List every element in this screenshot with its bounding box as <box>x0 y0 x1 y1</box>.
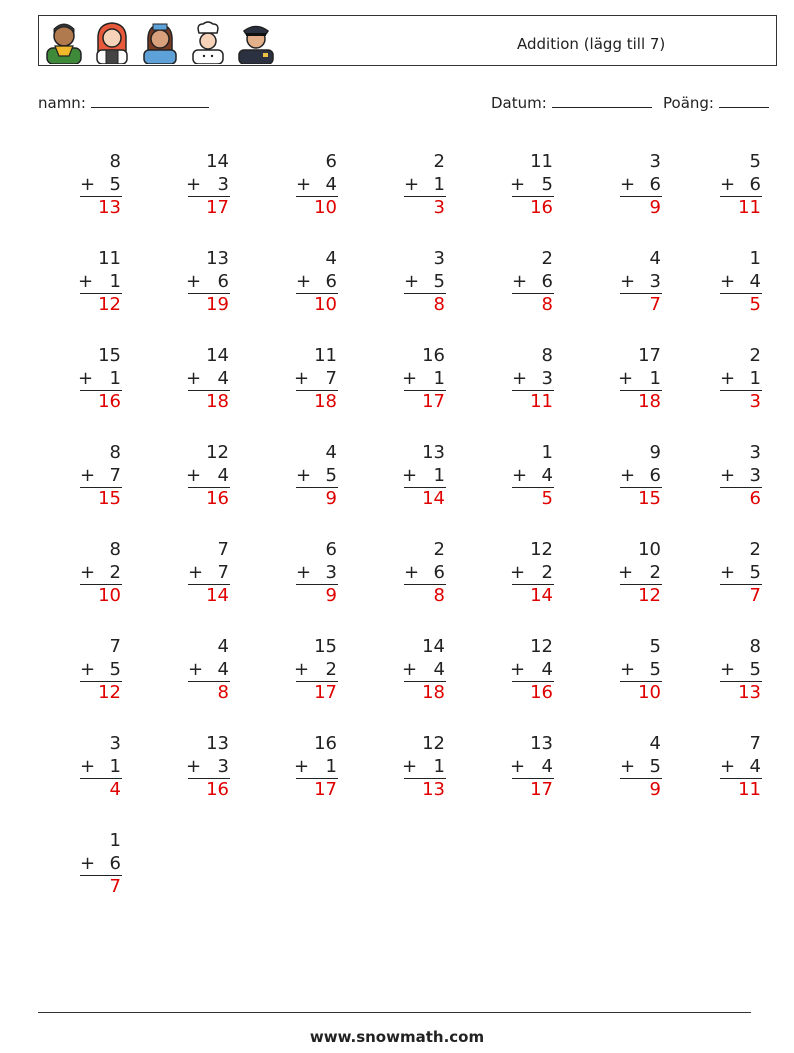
addition-problem <box>80 247 140 317</box>
plus-sign: + <box>620 659 636 680</box>
addend-top: 3 <box>649 151 661 172</box>
plus-sign: + <box>720 756 736 777</box>
chef-icon <box>187 20 229 64</box>
addend-bottom: 6 <box>433 562 445 583</box>
answer: 13 <box>98 197 121 218</box>
addend-top: 4 <box>325 248 337 269</box>
addition-problem <box>404 150 464 220</box>
addend-top: 3 <box>433 248 445 269</box>
plus-sign: + <box>510 659 526 680</box>
addition-problem <box>620 538 680 608</box>
answer: 17 <box>314 779 337 800</box>
answer: 18 <box>206 391 229 412</box>
answer: 10 <box>314 294 337 315</box>
addend-top: 1 <box>541 442 553 463</box>
plus-sign: + <box>720 174 736 195</box>
addition-problem <box>80 150 140 220</box>
nurse-icon <box>139 20 181 64</box>
plus-sign: + <box>80 659 96 680</box>
addend-top: 2 <box>749 345 761 366</box>
addend-top: 12 <box>422 733 445 754</box>
addend-bottom: 1 <box>433 756 445 777</box>
footer-site: www.snowmath.com <box>309 1028 485 1046</box>
addend-bottom: 5 <box>541 174 553 195</box>
addition-problem <box>720 150 780 220</box>
answer: 8 <box>433 294 445 315</box>
answer: 7 <box>649 294 661 315</box>
addend-bottom: 5 <box>325 465 337 486</box>
answer: 4 <box>109 779 121 800</box>
plus-sign: + <box>720 562 736 583</box>
plus-sign: + <box>402 756 418 777</box>
addend-top: 3 <box>109 733 121 754</box>
addend-bottom: 6 <box>109 853 121 874</box>
addition-problem <box>188 150 248 220</box>
addition-problem <box>720 538 780 608</box>
addition-problem <box>188 441 248 511</box>
addend-bottom: 2 <box>325 659 337 680</box>
answer: 13 <box>738 682 761 703</box>
addition-problem <box>80 538 140 608</box>
answer: 11 <box>738 779 761 800</box>
addition-problem <box>188 635 248 705</box>
answer: 3 <box>433 197 445 218</box>
addend-top: 3 <box>749 442 761 463</box>
addition-problem <box>512 150 572 220</box>
addition-problem <box>296 635 356 705</box>
answer: 9 <box>325 488 337 509</box>
answer: 14 <box>206 585 229 606</box>
footer-divider <box>38 1012 751 1013</box>
plus-sign: + <box>78 271 94 292</box>
addend-bottom: 2 <box>109 562 121 583</box>
plus-sign: + <box>720 368 736 389</box>
addition-problem <box>296 344 356 414</box>
answer: 19 <box>206 294 229 315</box>
plus-sign: + <box>294 368 310 389</box>
answer: 6 <box>749 488 761 509</box>
plus-sign: + <box>510 174 526 195</box>
addend-bottom: 1 <box>649 368 661 389</box>
addend-top: 8 <box>109 151 121 172</box>
addend-top: 14 <box>422 636 445 657</box>
plus-sign: + <box>620 174 636 195</box>
addend-bottom: 4 <box>217 659 229 680</box>
addend-top: 16 <box>422 345 445 366</box>
addend-bottom: 4 <box>541 756 553 777</box>
plus-sign: + <box>402 368 418 389</box>
answer: 8 <box>541 294 553 315</box>
answer: 17 <box>314 682 337 703</box>
answer: 16 <box>206 779 229 800</box>
addend-top: 6 <box>325 151 337 172</box>
addend-top: 7 <box>749 733 761 754</box>
addend-bottom: 4 <box>433 659 445 680</box>
addend-bottom: 4 <box>217 368 229 389</box>
worksheet-title: Addition (lägg till 7) <box>517 35 666 53</box>
plus-sign: + <box>618 368 634 389</box>
addition-problem <box>80 829 140 899</box>
plus-sign: + <box>186 368 202 389</box>
addend-top: 11 <box>98 248 121 269</box>
addend-top: 13 <box>422 442 445 463</box>
addition-problem <box>188 344 248 414</box>
answer: 10 <box>638 682 661 703</box>
addend-top: 2 <box>749 539 761 560</box>
plus-sign: + <box>188 659 204 680</box>
addition-problem <box>188 538 248 608</box>
answer: 15 <box>638 488 661 509</box>
addend-bottom: 5 <box>433 271 445 292</box>
addend-bottom: 3 <box>541 368 553 389</box>
answer: 12 <box>98 294 121 315</box>
plus-sign: + <box>620 271 636 292</box>
addend-bottom: 4 <box>217 465 229 486</box>
addition-problem <box>512 247 572 317</box>
answer: 17 <box>206 197 229 218</box>
addend-bottom: 4 <box>749 756 761 777</box>
addition-problem <box>404 635 464 705</box>
score-field <box>663 93 769 112</box>
addition-problem <box>404 441 464 511</box>
addend-top: 4 <box>217 636 229 657</box>
plus-sign: + <box>404 174 420 195</box>
addition-problem <box>404 344 464 414</box>
addend-top: 7 <box>109 636 121 657</box>
addition-problem <box>620 732 680 802</box>
addend-top: 7 <box>217 539 229 560</box>
date-label: Datum: <box>491 94 547 112</box>
addition-problem <box>296 732 356 802</box>
addend-top: 2 <box>433 151 445 172</box>
addend-top: 1 <box>109 830 121 851</box>
plus-sign: + <box>512 465 528 486</box>
plus-sign: + <box>296 562 312 583</box>
plus-sign: + <box>80 853 96 874</box>
addend-bottom: 2 <box>541 562 553 583</box>
police-officer-icon <box>235 20 277 64</box>
addend-bottom: 3 <box>649 271 661 292</box>
addition-problem <box>620 150 680 220</box>
addend-bottom: 6 <box>325 271 337 292</box>
plus-sign: + <box>80 756 96 777</box>
person-scarf-icon <box>43 20 85 64</box>
answer: 11 <box>738 197 761 218</box>
plus-sign: + <box>618 562 634 583</box>
addend-top: 9 <box>649 442 661 463</box>
plus-sign: + <box>510 562 526 583</box>
addend-bottom: 5 <box>749 562 761 583</box>
addend-top: 8 <box>749 636 761 657</box>
addition-problem <box>404 732 464 802</box>
addend-top: 2 <box>541 248 553 269</box>
answer: 17 <box>422 391 445 412</box>
addend-bottom: 7 <box>217 562 229 583</box>
answer: 16 <box>206 488 229 509</box>
addend-top: 4 <box>649 248 661 269</box>
addition-problem <box>296 441 356 511</box>
addition-problem <box>296 538 356 608</box>
addition-problem <box>512 538 572 608</box>
header-box <box>38 15 777 66</box>
addend-top: 14 <box>206 345 229 366</box>
answer: 12 <box>98 682 121 703</box>
score-blank <box>719 93 769 108</box>
addend-bottom: 6 <box>649 174 661 195</box>
addend-top: 8 <box>541 345 553 366</box>
plus-sign: + <box>720 271 736 292</box>
plus-sign: + <box>186 756 202 777</box>
plus-sign: + <box>402 659 418 680</box>
addend-bottom: 5 <box>749 659 761 680</box>
addend-bottom: 3 <box>217 756 229 777</box>
answer: 14 <box>422 488 445 509</box>
answer: 15 <box>98 488 121 509</box>
addend-bottom: 1 <box>109 756 121 777</box>
plus-sign: + <box>402 465 418 486</box>
date-field <box>491 93 652 112</box>
addition-problem <box>80 635 140 705</box>
addend-top: 10 <box>638 539 661 560</box>
plus-sign: + <box>80 174 96 195</box>
plus-sign: + <box>512 271 528 292</box>
answer: 10 <box>98 585 121 606</box>
date-blank <box>552 93 652 108</box>
answer: 14 <box>530 585 553 606</box>
addend-bottom: 7 <box>109 465 121 486</box>
addend-bottom: 4 <box>541 465 553 486</box>
plus-sign: + <box>404 562 420 583</box>
plus-sign: + <box>510 756 526 777</box>
addend-top: 5 <box>749 151 761 172</box>
plus-sign: + <box>186 465 202 486</box>
addition-problem <box>512 635 572 705</box>
addend-bottom: 1 <box>109 271 121 292</box>
addition-problem <box>620 441 680 511</box>
addend-bottom: 4 <box>541 659 553 680</box>
plus-sign: + <box>296 271 312 292</box>
addend-top: 15 <box>98 345 121 366</box>
addition-problem <box>80 732 140 802</box>
answer: 12 <box>638 585 661 606</box>
addend-top: 14 <box>206 151 229 172</box>
answer: 18 <box>314 391 337 412</box>
plus-sign: + <box>78 368 94 389</box>
addition-problem <box>512 441 572 511</box>
answer: 10 <box>314 197 337 218</box>
answer: 13 <box>422 779 445 800</box>
addend-bottom: 6 <box>649 465 661 486</box>
addition-problem <box>512 732 572 802</box>
addend-bottom: 3 <box>749 465 761 486</box>
addend-bottom: 4 <box>325 174 337 195</box>
plus-sign: + <box>188 562 204 583</box>
answer: 9 <box>325 585 337 606</box>
plus-sign: + <box>620 465 636 486</box>
addend-bottom: 1 <box>433 368 445 389</box>
answer: 16 <box>530 682 553 703</box>
addend-top: 5 <box>649 636 661 657</box>
answer: 16 <box>98 391 121 412</box>
answer: 3 <box>749 391 761 412</box>
addition-problem <box>720 441 780 511</box>
addend-top: 12 <box>530 539 553 560</box>
addend-bottom: 6 <box>217 271 229 292</box>
plus-sign: + <box>512 368 528 389</box>
addition-problem <box>720 732 780 802</box>
addend-bottom: 7 <box>325 368 337 389</box>
answer: 8 <box>217 682 229 703</box>
name-field <box>38 93 209 112</box>
addend-bottom: 3 <box>325 562 337 583</box>
addend-bottom: 5 <box>649 659 661 680</box>
answer: 5 <box>749 294 761 315</box>
addend-top: 8 <box>109 442 121 463</box>
addition-problem <box>188 732 248 802</box>
addend-top: 16 <box>314 733 337 754</box>
addition-problem <box>620 247 680 317</box>
plus-sign: + <box>620 756 636 777</box>
answer: 8 <box>433 585 445 606</box>
addend-top: 8 <box>109 539 121 560</box>
addition-problem <box>720 344 780 414</box>
addition-problem <box>512 344 572 414</box>
name-label: namn: <box>38 94 86 112</box>
addend-top: 13 <box>530 733 553 754</box>
addend-top: 13 <box>206 733 229 754</box>
addend-bottom: 5 <box>109 659 121 680</box>
answer: 7 <box>109 876 121 897</box>
plus-sign: + <box>80 562 96 583</box>
addend-top: 1 <box>749 248 761 269</box>
plus-sign: + <box>294 756 310 777</box>
plus-sign: + <box>404 271 420 292</box>
addend-top: 17 <box>638 345 661 366</box>
addition-problem <box>720 635 780 705</box>
addend-top: 12 <box>206 442 229 463</box>
addend-bottom: 5 <box>649 756 661 777</box>
addition-problem <box>80 344 140 414</box>
answer: 9 <box>649 779 661 800</box>
answer: 16 <box>530 197 553 218</box>
addend-top: 2 <box>433 539 445 560</box>
addend-bottom: 1 <box>325 756 337 777</box>
addend-top: 15 <box>314 636 337 657</box>
answer: 18 <box>422 682 445 703</box>
addition-problem <box>620 344 680 414</box>
addend-top: 6 <box>325 539 337 560</box>
addend-top: 4 <box>325 442 337 463</box>
woman-red-hair-icon <box>91 20 133 64</box>
answer: 7 <box>749 585 761 606</box>
addend-top: 13 <box>206 248 229 269</box>
plus-sign: + <box>296 174 312 195</box>
addend-bottom: 2 <box>649 562 661 583</box>
addition-problem <box>620 635 680 705</box>
plus-sign: + <box>720 465 736 486</box>
answer: 11 <box>530 391 553 412</box>
addition-problem <box>404 538 464 608</box>
plus-sign: + <box>80 465 96 486</box>
answer: 5 <box>541 488 553 509</box>
plus-sign: + <box>186 174 202 195</box>
addend-top: 12 <box>530 636 553 657</box>
plus-sign: + <box>296 465 312 486</box>
addend-bottom: 1 <box>109 368 121 389</box>
plus-sign: + <box>720 659 736 680</box>
addition-problem <box>404 247 464 317</box>
answer: 18 <box>638 391 661 412</box>
addition-problem <box>188 247 248 317</box>
addition-problem <box>296 150 356 220</box>
addend-bottom: 3 <box>217 174 229 195</box>
plus-sign: + <box>294 659 310 680</box>
addend-bottom: 4 <box>749 271 761 292</box>
addend-bottom: 1 <box>433 465 445 486</box>
answer: 17 <box>530 779 553 800</box>
addend-bottom: 5 <box>109 174 121 195</box>
addend-top: 11 <box>530 151 553 172</box>
answer: 9 <box>649 197 661 218</box>
score-label: Poäng: <box>663 94 714 112</box>
name-blank <box>91 93 209 108</box>
addition-problem <box>720 247 780 317</box>
addition-problem <box>296 247 356 317</box>
addend-bottom: 1 <box>749 368 761 389</box>
addend-top: 4 <box>649 733 661 754</box>
addend-bottom: 6 <box>749 174 761 195</box>
addend-bottom: 1 <box>433 174 445 195</box>
addend-top: 11 <box>314 345 337 366</box>
plus-sign: + <box>186 271 202 292</box>
addend-bottom: 6 <box>541 271 553 292</box>
addition-problem <box>80 441 140 511</box>
